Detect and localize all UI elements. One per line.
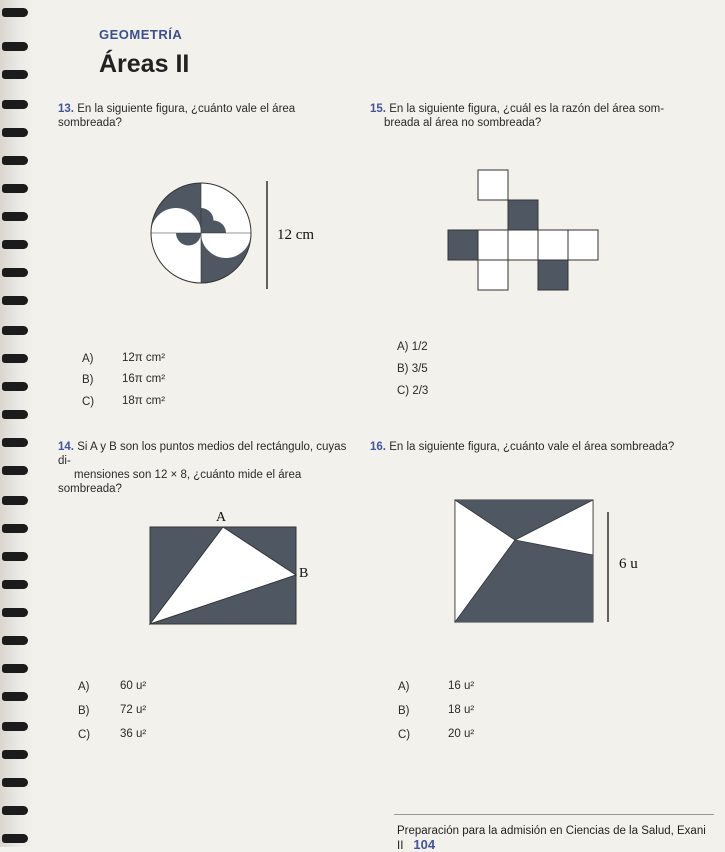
option-value[interactable]: 12π cm² — [122, 352, 166, 364]
question-text: En la siguiente figura, ¿cuánto vale el área sombreada? — [58, 103, 296, 129]
question-16 — [370, 440, 690, 454]
option-letter: A) — [78, 681, 90, 693]
footer-text: Preparación para la admisión en Ciencias de la Salud, Exani II — [397, 825, 706, 852]
grid-cell — [508, 230, 538, 260]
footer — [397, 825, 725, 852]
dimension-label: 6 u — [619, 556, 638, 572]
binding-ring — [2, 580, 28, 589]
grid-squares-figure — [448, 170, 608, 292]
question-text: Si A y B son los puntos medios del rectángulo, cuyas di- — [58, 441, 347, 467]
page-title: Áreas II — [99, 50, 190, 78]
binding-ring — [2, 778, 28, 787]
binding-ring — [2, 212, 28, 221]
option-value[interactable]: 18π cm² — [122, 395, 166, 407]
binding-ring — [2, 70, 28, 79]
binding-ring — [2, 806, 28, 815]
binding-ring — [2, 382, 28, 391]
binding-ring — [2, 664, 28, 673]
footer-rule — [394, 814, 714, 815]
point-a-label: A — [216, 510, 227, 525]
question-number: 16. — [370, 441, 386, 453]
question-text: mensiones son 12 × 8, ¿cuánto mide el área sombreada? — [58, 469, 302, 495]
option-letter: A) — [398, 681, 410, 693]
binding-ring — [2, 636, 28, 645]
binding-ring — [2, 42, 28, 51]
question-text: breada al área no sombreada? — [384, 117, 542, 129]
question-number: 13. — [58, 103, 74, 115]
option-letter: C) — [398, 729, 411, 741]
binding-ring — [2, 524, 28, 533]
option-value[interactable]: 36 u² — [120, 728, 147, 740]
shaded-cell — [508, 200, 538, 230]
grid-cell — [478, 170, 508, 200]
option-value[interactable]: 20 u² — [448, 728, 475, 740]
point-b-label: B — [299, 566, 309, 581]
option-value[interactable]: 18 u² — [448, 704, 475, 716]
binding-ring — [2, 466, 28, 475]
binding-ring — [2, 750, 28, 759]
binding-ring — [2, 8, 28, 17]
option-q15-b[interactable]: B) 3/5 — [397, 363, 428, 375]
option-letter: A) — [82, 353, 94, 365]
binding-ring — [2, 128, 28, 137]
binding-ring — [2, 240, 28, 249]
square-triangles-figure — [455, 500, 615, 625]
shaded-cell — [448, 230, 478, 260]
grid-cell — [568, 230, 598, 260]
binding-ring — [2, 692, 28, 701]
rectangle-midpoints-figure — [150, 527, 296, 627]
binding-ring — [2, 326, 28, 335]
binding-ring — [2, 552, 28, 561]
option-letter: B) — [398, 705, 410, 717]
binding-ring — [2, 100, 28, 109]
spiral-binding — [0, 0, 34, 847]
binding-ring — [2, 722, 28, 731]
option-value[interactable]: 72 u² — [120, 704, 147, 716]
binding-ring — [2, 496, 28, 505]
question-number: 15. — [370, 103, 386, 115]
option-q15-a[interactable]: A) 1/2 — [397, 341, 428, 353]
option-letter: C) — [78, 729, 91, 741]
grid-cell — [538, 230, 568, 260]
option-letter: B) — [78, 705, 90, 717]
shaded-cell — [538, 260, 568, 290]
binding-ring — [2, 184, 28, 193]
option-value[interactable]: 60 u² — [120, 680, 147, 692]
question-14 — [58, 440, 358, 496]
grid-cell — [478, 260, 508, 290]
option-value[interactable]: 16 u² — [448, 680, 475, 692]
grid-cell — [478, 230, 508, 260]
question-number: 14. — [58, 441, 74, 453]
page-number: 104 — [413, 837, 436, 852]
question-text: En la siguiente figura, ¿cuál es la razón del área som- — [389, 103, 665, 115]
option-letter: C) — [82, 396, 95, 408]
binding-ring — [2, 296, 28, 305]
binding-ring — [2, 438, 28, 447]
binding-ring — [2, 354, 28, 363]
dimension-label: 12 cm — [277, 227, 315, 243]
binding-ring — [2, 156, 28, 165]
binding-ring — [2, 834, 28, 843]
question-15 — [370, 102, 670, 130]
binding-ring — [2, 410, 28, 419]
option-value[interactable]: 16π cm² — [122, 373, 166, 385]
option-letter: B) — [82, 374, 94, 386]
question-13 — [58, 102, 358, 130]
section-label: GEOMETRÍA — [99, 27, 183, 42]
binding-ring — [2, 268, 28, 277]
option-q15-c[interactable]: C) 2/3 — [397, 385, 429, 397]
question-text: En la siguiente figura, ¿cuánto vale el área sombreada? — [389, 441, 675, 453]
binding-ring — [2, 608, 28, 617]
